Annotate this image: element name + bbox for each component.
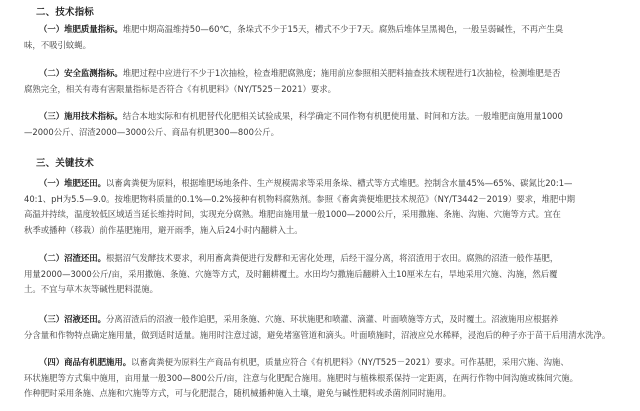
paragraph-line	[24, 176, 620, 192]
paragraph-lead-title: （四）商品有机肥施用。	[39, 357, 132, 367]
paragraph-line	[24, 312, 620, 328]
paragraph-text: 结合本地实际和有机肥替代化肥相关试验成果，科学确定不同作物有机肥使用量、时间和方法。一般堆肥亩施用量1000	[122, 111, 563, 121]
paragraph-lead-title: （三）沼液还田。	[39, 314, 106, 324]
section-heading-technical-indicators: 二、技术指标	[36, 7, 95, 18]
paragraph-line	[24, 66, 620, 82]
paragraph-biogas-slurry-return	[24, 312, 620, 343]
paragraph-line	[24, 22, 620, 38]
paragraph-lead-title: （二）沼渣还田。	[39, 253, 106, 263]
paragraph-text: 分离沼渣后的沼液一般作追肥，采用条施、穴施、环状施肥和喷灌、滴灌、叶面喷施等方式，及时覆土。沼液施用应根据养	[106, 314, 559, 324]
paragraph-text: 堆肥过程中应进行不少于1次抽检，检查堆肥腐熟度；施用前应参照相关肥料抽查技术规程进行1次抽检，检测堆肥是否	[122, 68, 561, 78]
paragraph-lead-title: （一）堆肥还田。	[39, 178, 106, 188]
paragraph-line: —2000公斤、沼渣2000—3000公斤、商品有机肥300—800公斤。	[24, 126, 280, 137]
paragraph-line: 高温并持续，温度较低区域适当延长维持时间，实现充分腐熟。堆肥亩施用量一般1000—2000公斤，采用撒施、条施、沟施、穴施等方式。宜在	[24, 209, 561, 219]
paragraph-lead-title: （三）施用技术指标。	[39, 111, 123, 121]
paragraph-line	[24, 355, 620, 371]
paragraph-commercial-organic-fertilizer	[24, 355, 620, 402]
paragraph-compost-quality	[24, 22, 620, 53]
paragraph-line: 秋季或播种（移栽）前作基肥施用，避开雨季，施入后24小时内翻耕入土。	[24, 224, 303, 235]
paragraph-line: 味，不吸引蚊蝇。	[24, 39, 91, 50]
paragraph-line	[24, 109, 620, 125]
paragraph-line: 腐熟完全，相关有毒有害限量指标是否符合《有机肥料》（NY/T525－2021）要求。	[24, 83, 337, 94]
section-heading-key-technology: 三、关键技术	[36, 158, 95, 169]
paragraph-line: 环状施肥等方式集中施用，亩用量一般300—800公斤/亩，注意与化肥配合施用。施肥时与植株根系保持一定距离，在两行作物中间沟施或株间穴施。	[24, 372, 579, 383]
paragraph-safety-monitoring	[24, 66, 620, 97]
paragraph-line: 土。不宜与草木灰等碱性肥料混施。	[24, 284, 158, 294]
paragraph-lead-title: （一）堆肥质量指标。	[39, 24, 123, 34]
paragraph-text: 以畜禽粪便为原料，根据堆肥场地条件、生产规模需求等采用条垛、槽式等方式堆肥。控制含水量45%—65%、碳氮比20:1—	[106, 178, 573, 188]
paragraph-biogas-residue-return	[24, 251, 620, 298]
paragraph-line: 用量2000—3000公斤/亩，采用撒施、条施、穴施等方式，及时翻耕覆土。水田均匀撒施后翻耕入土10厘米左右，旱地采用穴施、沟施，然后覆	[24, 268, 558, 279]
paragraph-line: 作种肥时采用条施、点施和穴施等方式，可与化肥混合，随机械播种施入土壤，避免与碱性肥料或杀菌剂同时施用。	[24, 388, 452, 398]
paragraph-line: 40:1、pH为5.5—9.0。按堆肥物料质量的0.1%—0.2%接种有机物料腐熟剂。参照《畜禽粪便堆肥技术规范》（NY/T3442－2019）要求，堆肥中期	[24, 193, 575, 204]
paragraph-application-indicators	[24, 109, 620, 140]
paragraph-text: 以畜禽粪便为原料生产商品有机肥，质量应符合《有机肥料》（NY/T525－2021）要求。可作基肥，采用穴施、沟施、	[131, 357, 569, 367]
paragraph-text: 堆肥中期高温维持50—60℃，条垛式不少于15天，槽式不少于7天。腐熟后堆体呈黑褐色，一般呈弱碱性，不再产生臭	[122, 24, 564, 34]
paragraph-line: 分含量和作物特点确定施用量，做到适时适量。施用时注意过滤，避免堵塞管道和滴头。叶面喷施时，沼液应兑水稀释，浸泡后的种子亦于苗干后用清水洗净。	[24, 329, 611, 340]
paragraph-line	[24, 251, 620, 267]
paragraph-compost-return	[24, 176, 620, 238]
paragraph-lead-title: （二）安全监测指标。	[39, 68, 123, 78]
paragraph-text: 根据沼气发酵技术要求，利用畜禽粪便进行发酵和无害化处理，后经干湿分离，将沼渣用于农田。腐熟的沼渣一般作基肥，	[106, 253, 559, 263]
